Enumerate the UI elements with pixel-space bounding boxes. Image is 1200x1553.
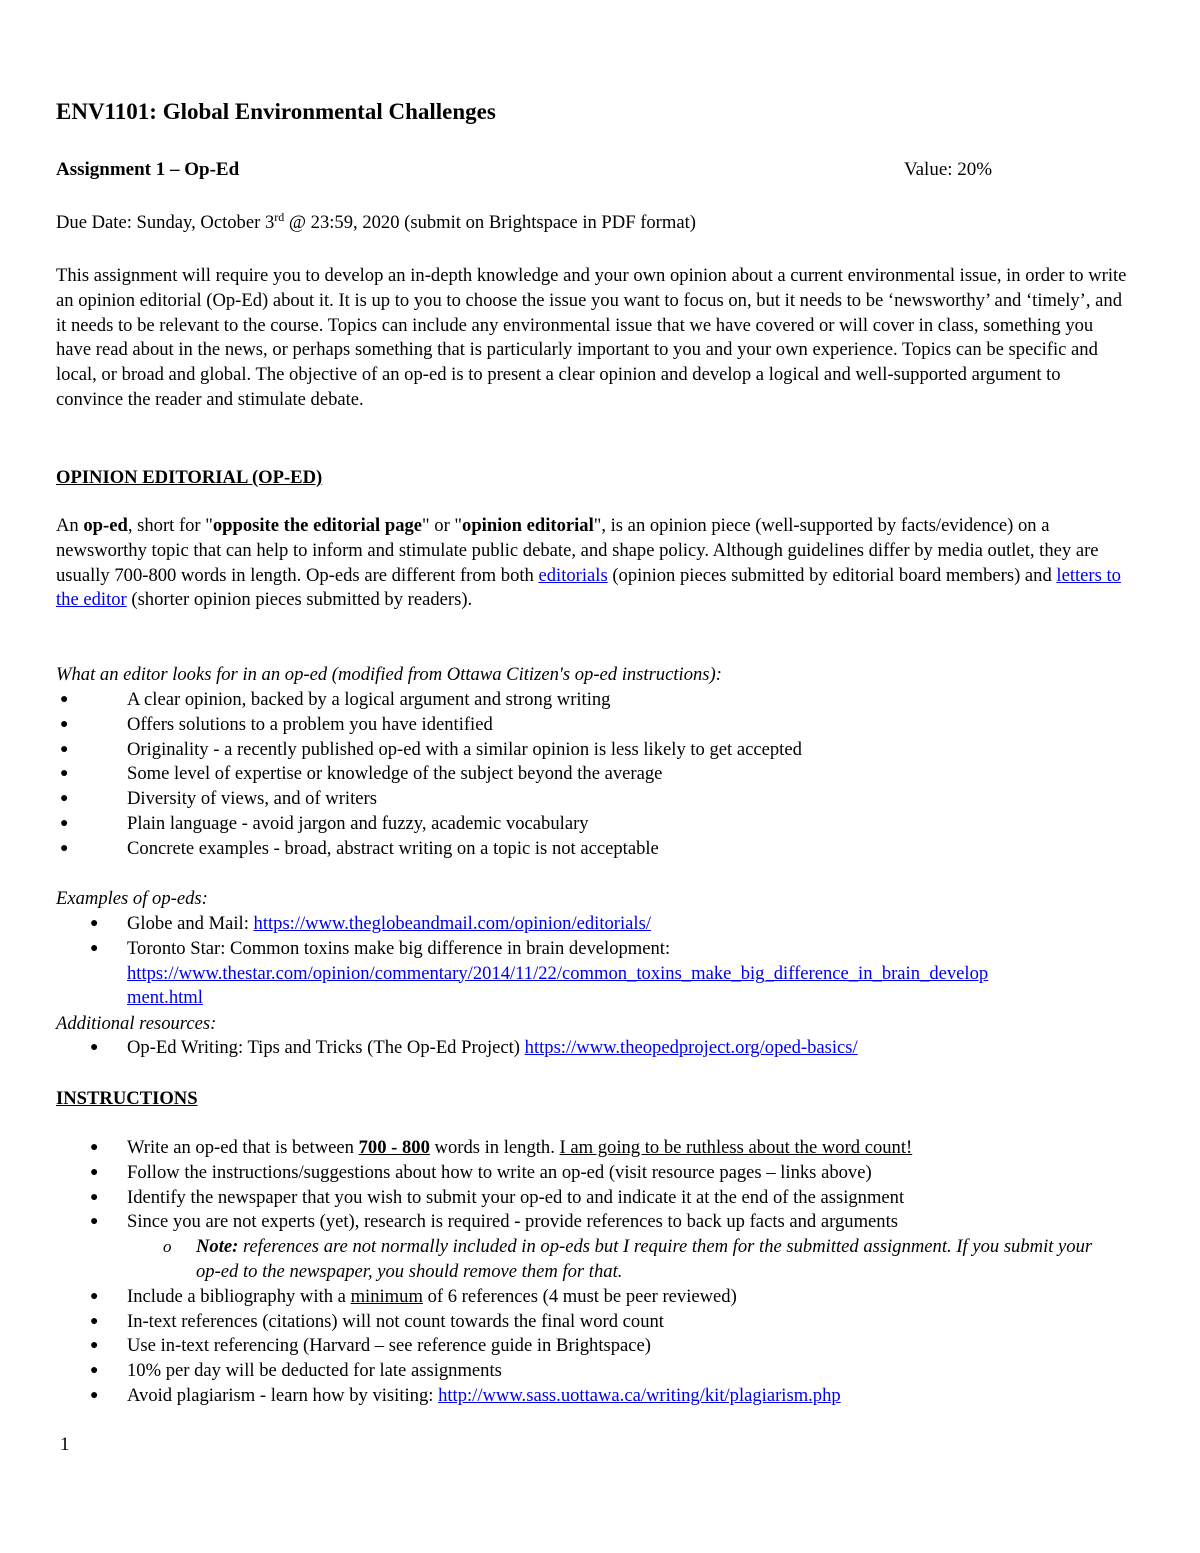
- list-item-text: Originality - a recently published op-ed with a similar opinion is less likely to get accepted: [127, 738, 802, 760]
- list-item-text: Plain language - avoid jargon and fuzzy, academic vocabulary: [127, 812, 589, 834]
- list-item-text: words in length.: [429, 1137, 560, 1158]
- due-suffix: @ 23:59, 2020 (submit on Brightspace in PDF format): [284, 212, 696, 233]
- bullet-icon: ●: [90, 1140, 99, 1155]
- list-item: [0, 787, 1100, 812]
- bullet-icon: ●: [60, 815, 69, 831]
- bullet-icon: ●: [60, 716, 69, 732]
- bullet-icon: ●: [60, 741, 69, 757]
- list-item: [0, 1334, 1140, 1359]
- editorials-link[interactable]: editorials: [538, 564, 608, 586]
- instructions-list: [0, 1136, 1140, 1409]
- list-item-text: In-text references (citations) will not count towards the final word count: [127, 1310, 664, 1332]
- oped-project-link[interactable]: https://www.theopedproject.org/oped-basics/: [524, 1037, 858, 1058]
- oped-definition: [56, 514, 1131, 613]
- examples-list: [0, 912, 1140, 1011]
- def-text: ", is an opinion piece (well-supported by facts/evidence) on a newsworthy topic that can help to inform and stimulate public debate, and shape policy. Although guidelines differ by media outlet, they are usually 700-800 words in length. Op-eds are different from both: [56, 515, 1099, 586]
- def-bold: op-ed: [83, 515, 128, 536]
- due-date: [56, 211, 696, 236]
- due-sup: rd: [274, 209, 285, 224]
- list-item-text: Use in-text referencing (Harvard – see reference guide in Brightspace): [127, 1335, 651, 1357]
- list-item: [0, 937, 1140, 1011]
- word-count-warning: I am going to be ruthless about the word count!: [559, 1137, 913, 1158]
- bullet-icon: ●: [90, 940, 99, 956]
- due-prefix: Due Date: Sunday, October 3: [56, 212, 275, 233]
- def-text: , short for ": [127, 515, 213, 536]
- bullet-icon: ●: [90, 916, 99, 931]
- list-item: [0, 1186, 1140, 1211]
- intro-paragraph: This assignment will require you to develop an in-depth knowledge and your own opinion about a current environmental issue, in order to write an opinion editorial (Op-Ed) about it. It is up to you to choose the issue you want to focus on, but it needs to be ‘newsworthy’ and ‘timely’, and it needs to be relevant to the course. Topics can include any environmental issue that we have covered or will cover in class, something you have read about in the news, or perhaps something that is particularly important to you and your own experience. Topics can be specific and local, or broad and global. The objective of an op-ed is to present a clear opinion and develop a logical and well-supported argument to convince the reader and stimulate debate.: [56, 265, 1127, 410]
- look-for-title: What an editor looks for in an op-ed (modified from Ottawa Citizen's op-ed instructions):: [56, 664, 722, 685]
- list-item: [0, 1136, 1140, 1161]
- bullet-icon: ●: [90, 1363, 99, 1379]
- list-item-text: of 6 references (4 must be peer reviewed): [422, 1285, 737, 1307]
- list-item-text: Toronto Star: Common toxins make big difference in brain development:: [127, 937, 671, 959]
- toronto-star-link[interactable]: https://www.thestar.com/opinion/commentary/2014/11/22/common_toxins_make_big_difference_in_brain_develop: [127, 962, 989, 984]
- sub-list-item: [0, 1235, 1116, 1285]
- list-item: [0, 812, 1100, 837]
- list-item-text: A clear opinion, backed by a logical argument and strong writing: [127, 689, 611, 710]
- instructions-heading: INSTRUCTIONS: [56, 1088, 198, 1109]
- course-title: ENV1101: Global Environmental Challenges: [56, 99, 496, 124]
- bullet-icon: ●: [90, 1387, 99, 1403]
- list-item: [0, 688, 1100, 713]
- oped-heading: OPINION EDITORIAL (OP-ED): [56, 467, 323, 488]
- list-item-text: Include a bibliography with a: [127, 1285, 351, 1307]
- bullet-icon: ●: [90, 1288, 99, 1304]
- bullet-icon: ●: [90, 1313, 99, 1329]
- def-text: (opinion pieces submitted by editorial board members) and: [607, 564, 1057, 586]
- note-label: Note:: [196, 1236, 239, 1258]
- def-text: " or ": [422, 515, 463, 536]
- page-number: 1: [60, 1434, 70, 1455]
- list-item: [0, 837, 1100, 862]
- list-item: [0, 1384, 1140, 1409]
- list-item: [0, 1285, 1140, 1310]
- assignment-value: Value: 20%: [904, 159, 993, 180]
- assignment-title: Assignment 1 – Op-Ed: [56, 159, 240, 180]
- def-text: An: [56, 515, 84, 536]
- bullet-icon: ●: [60, 766, 69, 782]
- list-item: [0, 1310, 1140, 1335]
- bullet-icon: ●: [90, 1164, 99, 1180]
- list-item: [0, 1359, 1140, 1384]
- bullet-icon: ●: [90, 1214, 99, 1230]
- def-bold: opposite the editorial page: [212, 515, 423, 536]
- bullet-icon: ●: [60, 692, 69, 707]
- assignment-line: [56, 158, 1016, 183]
- globe-and-mail-link[interactable]: https://www.theglobeandmail.com/opinion/editorials/: [253, 913, 651, 934]
- def-bold: opinion editorial: [462, 515, 594, 536]
- list-item: [0, 1210, 1140, 1235]
- bullet-icon: ●: [90, 1189, 99, 1205]
- toronto-star-link-cont[interactable]: ment.html: [127, 987, 203, 1009]
- bullet-icon: ●: [90, 1040, 99, 1055]
- note-text: references are not normally included in op-eds but I require them for the submitted assignment. If you submit your op-ed to the newspaper, you should remove them for that.: [196, 1236, 1093, 1282]
- list-item-text: Globe and Mail:: [127, 913, 254, 934]
- bullet-icon: ●: [60, 791, 69, 807]
- list-item-text: Avoid plagiarism - learn how by visiting:: [127, 1384, 439, 1406]
- look-for-list: [0, 688, 1100, 862]
- sub-bullet-icon: o: [163, 1237, 172, 1257]
- resources-title: Additional resources:: [56, 1013, 217, 1034]
- list-item-text: Concrete examples - broad, abstract writing on a topic is not acceptable: [127, 837, 659, 859]
- letters-to-editor-link[interactable]: letters to the editor: [56, 564, 1121, 611]
- list-item-text: Offers solutions to a problem you have identified: [127, 713, 493, 735]
- examples-title: Examples of op-eds:: [56, 888, 208, 909]
- bullet-icon: ●: [90, 1338, 99, 1354]
- resources-list: [0, 1036, 1140, 1061]
- list-item-text: Write an op-ed that is between: [127, 1137, 359, 1158]
- list-item: [0, 912, 1140, 937]
- bullet-icon: ●: [60, 840, 69, 856]
- def-text: (shorter opinion pieces submitted by readers).: [126, 589, 473, 611]
- list-item-text: Identify the newspaper that you wish to submit your op-ed to and indicate it at the end of the assignment: [127, 1186, 905, 1208]
- list-item-text: 10% per day will be deducted for late assignments: [127, 1360, 502, 1382]
- minimum-word: minimum: [350, 1285, 423, 1307]
- list-item-text: Since you are not experts (yet), research is required - provide references to back up facts and arguments: [127, 1211, 898, 1233]
- plagiarism-link[interactable]: http://www.sass.uottawa.ca/writing/kit/plagiarism.php: [438, 1384, 841, 1406]
- list-item-text: Some level of expertise or knowledge of the subject beyond the average: [127, 763, 663, 785]
- list-item-text: Diversity of views, and of writers: [127, 788, 377, 810]
- list-item: [0, 1036, 1140, 1061]
- list-item: [0, 738, 1100, 763]
- list-item: [0, 1161, 1140, 1186]
- list-item-text: Follow the instructions/suggestions about how to write an op-ed (visit resource pages – links above): [127, 1161, 872, 1183]
- word-count-range: 700 - 800: [358, 1137, 430, 1158]
- list-item: [0, 713, 1100, 738]
- list-item-text: Op-Ed Writing: Tips and Tricks (The Op-Ed Project): [127, 1037, 525, 1058]
- list-item: [0, 762, 1100, 787]
